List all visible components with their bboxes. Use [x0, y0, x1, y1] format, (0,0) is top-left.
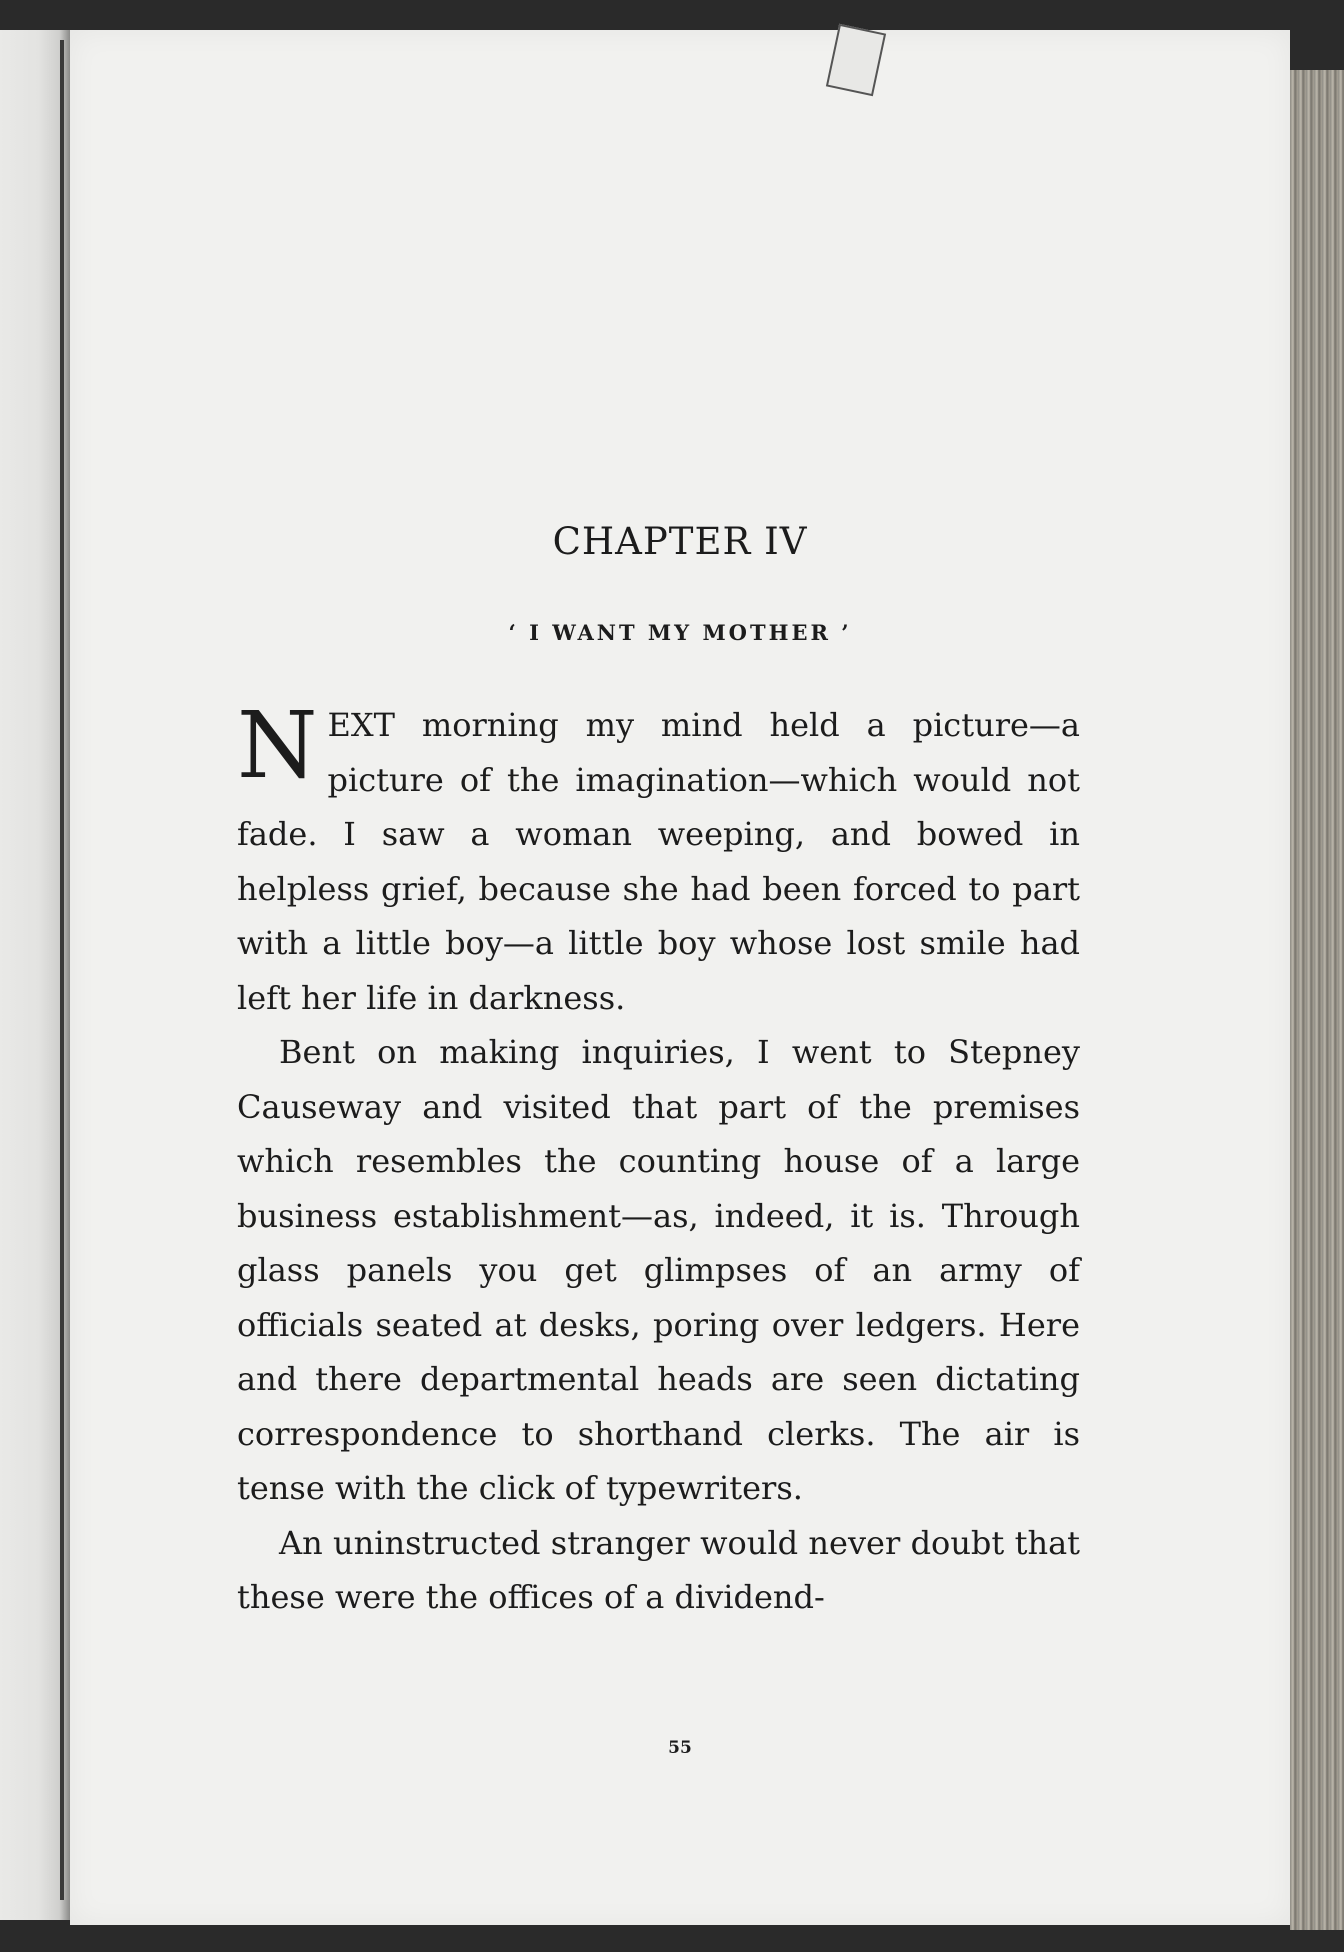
chapter-subtitle: ‘ I WANT MY MOTHER ’	[508, 620, 852, 645]
body-text	[237, 692, 1080, 1625]
drop-cap: N	[237, 692, 318, 799]
chapter-title: CHAPTER IV	[552, 520, 808, 563]
paragraph-3: An uninstructed stranger would never doubt that these were the offices of a dividend-	[237, 1523, 1080, 1616]
page-block-edge	[1290, 70, 1344, 1930]
paragraph-1	[237, 692, 1080, 1025]
page-number: 55	[668, 1738, 692, 1758]
paragraph-1-text: EXT morning my mind held a picture—a picture of the imagination—which would not fade. I saw a woman weeping, and bowed in helpless grief, because she had been forced to part with a little boy—a little boy whose lost smile had left her life in darkness.	[237, 706, 1080, 1017]
paragraph-2: Bent on making inquiries, I went to Stepney Causeway and visited that part of the premises which resembles the counting house of a large business establishment—as, indeed, it is. Through glass panels you get glimpses of an army of officials seated at desks, poring over ledgers. Here and there departmental heads are seen dictating correspondence to shorthand clerks. The air is tense with the click of typewriters.	[237, 1033, 1080, 1507]
gutter-line	[60, 40, 64, 1900]
